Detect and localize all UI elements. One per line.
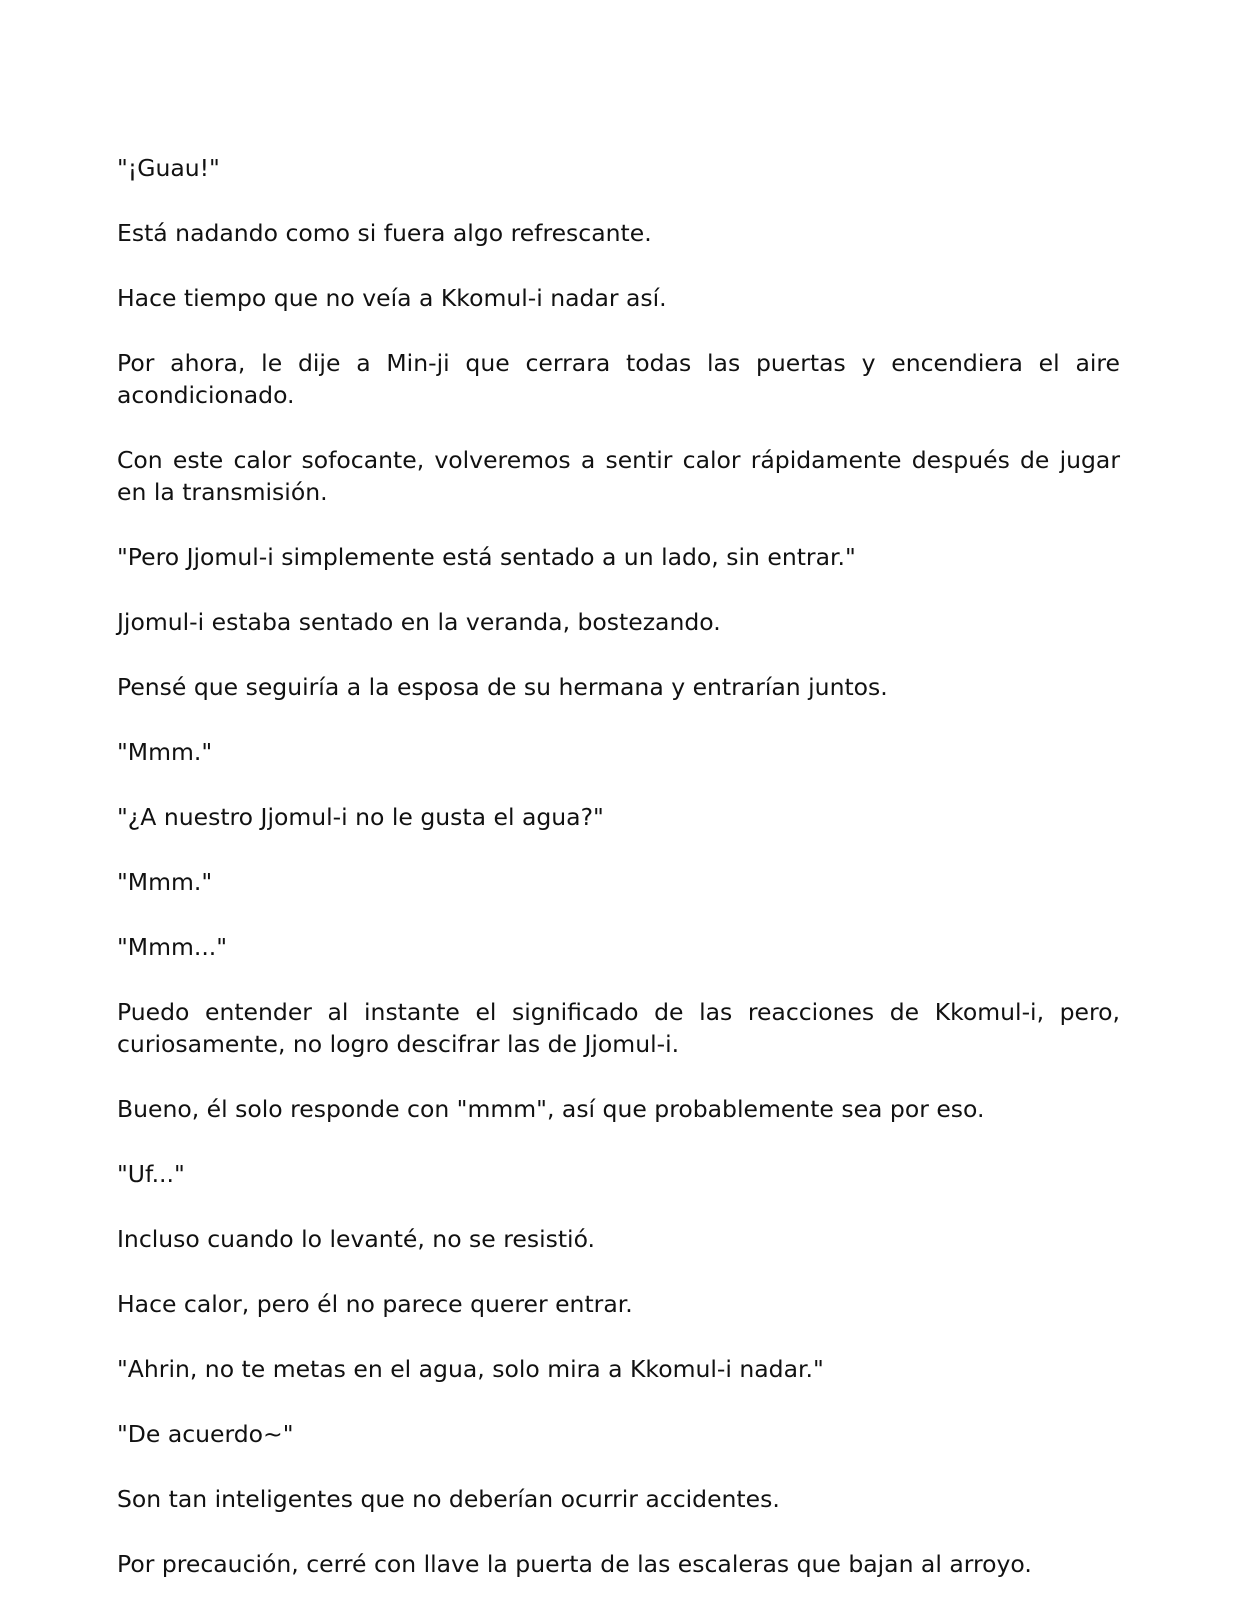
paragraph-16: Incluso cuando lo levanté, no se resistió. <box>117 1225 596 1253</box>
paragraph-18: "Ahrin, no te metas en el agua, solo mira a Kkomul-i nadar." <box>117 1355 824 1383</box>
paragraph-4: Por ahora, le dije a Min-ji que cerrara todas las puertas y encendiera el aire acondicionado. <box>117 349 1120 409</box>
paragraph-9: "Mmm." <box>117 738 213 766</box>
paragraph-15: "Uf..." <box>117 1160 185 1188</box>
paragraph-1: "¡Guau!" <box>117 154 220 182</box>
paragraph-13: Puedo entender al instante el significado de las reacciones de Kkomul-i, pero, curiosamente, no logro descifrar las de Jjomul-i. <box>117 998 1120 1058</box>
paragraph-3: Hace tiempo que no veía a Kkomul-i nadar así. <box>117 284 667 312</box>
paragraph-7: Jjomul-i estaba sentado en la veranda, bostezando. <box>117 608 721 636</box>
paragraph-8: Pensé que seguiría a la esposa de su hermana y entrarían juntos. <box>117 673 888 701</box>
paragraph-21: Por precaución, cerré con llave la puerta de las escaleras que bajan al arroyo. <box>117 1550 1032 1578</box>
paragraph-10: "¿A nuestro Jjomul-i no le gusta el agua?" <box>117 803 604 831</box>
paragraph-20: Son tan inteligentes que no deberían ocurrir accidentes. <box>117 1485 780 1513</box>
paragraph-12: "Mmm..." <box>117 933 228 961</box>
paragraph-11: "Mmm." <box>117 868 213 896</box>
paragraph-5: Con este calor sofocante, volveremos a sentir calor rápidamente después de jugar en la transmisión. <box>117 446 1120 506</box>
paragraph-14: Bueno, él solo responde con "mmm", así que probablemente sea por eso. <box>117 1095 985 1123</box>
document-page <box>117 152 1120 1613</box>
paragraph-2: Está nadando como si fuera algo refrescante. <box>117 219 652 247</box>
paragraph-17: Hace calor, pero él no parece querer entrar. <box>117 1290 633 1318</box>
paragraph-6: "Pero Jjomul-i simplemente está sentado a un lado, sin entrar." <box>117 543 856 571</box>
paragraph-19: "De acuerdo~" <box>117 1420 294 1448</box>
